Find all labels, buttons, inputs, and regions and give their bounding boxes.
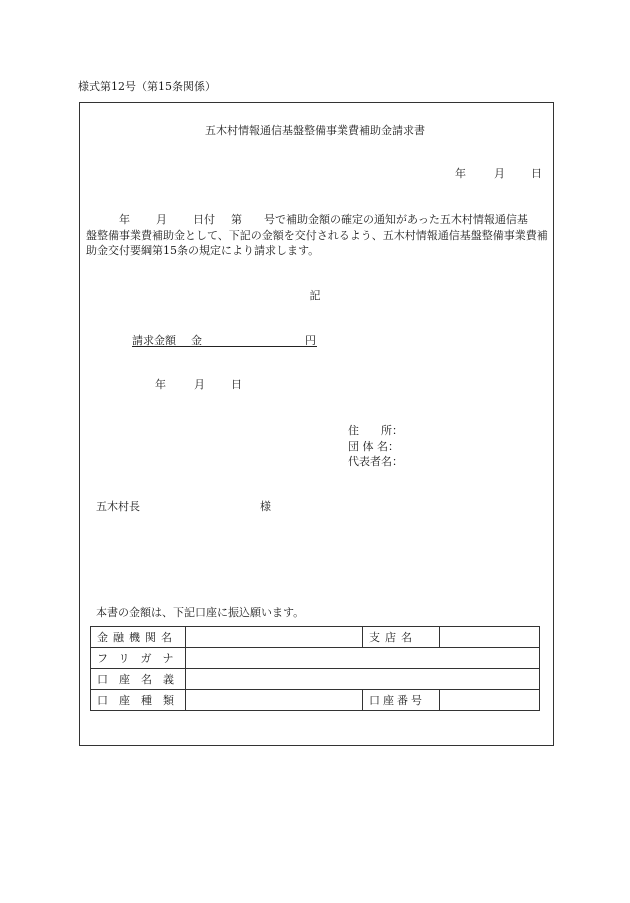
address-label: 住 所： <box>348 424 403 437</box>
bank-account-table <box>90 626 540 711</box>
account-number-label <box>363 690 440 711</box>
account-type-field[interactable] <box>186 690 363 711</box>
request-date <box>455 168 542 179</box>
notice-dai: 第 <box>231 213 242 226</box>
furigana-text: フリガナ <box>97 652 185 665</box>
furigana-label <box>91 648 186 669</box>
account-name-label <box>91 669 186 690</box>
transfer-note: 本書の金額は、下記口座に振込願います。 <box>96 606 305 619</box>
account-number-field[interactable] <box>440 690 540 711</box>
amount-kin: 金 <box>191 334 202 347</box>
account-name-field[interactable] <box>186 669 540 690</box>
group-name-label: 団 体 名： <box>348 440 399 453</box>
addressee-name: 五木村長 <box>96 500 140 513</box>
date-month: 月 <box>194 378 205 391</box>
amount-yen: 円 <box>305 334 316 347</box>
branch-field[interactable] <box>440 627 540 648</box>
notice-year: 年 <box>119 213 130 226</box>
notice-day: 日付 <box>193 213 215 226</box>
addressee-honorific: 様 <box>260 500 271 513</box>
furigana-field[interactable] <box>186 648 540 669</box>
branch-label <box>363 627 440 648</box>
notice-go: 号で補助金額の確定の通知があった五木村情報通信基 <box>264 213 528 226</box>
date-month: 月 <box>494 167 505 180</box>
body-line-1 <box>86 212 548 228</box>
body-rest: 盤整備事業費補助金として、下記の金額を交付されるよう、五木村情報通信基盤整備事業費補助金交付要綱第15条の規定により請求します。 <box>86 228 548 257</box>
bank-name-label <box>91 627 186 648</box>
bank-name-field[interactable] <box>186 627 363 648</box>
amount-field[interactable] <box>132 346 317 347</box>
date-year: 年 <box>455 167 466 180</box>
amount-label: 請求金額 <box>132 334 176 347</box>
date-day: 日 <box>231 378 242 391</box>
bank-name-text: 金融機関名 <box>97 631 177 644</box>
ki-heading: 記 <box>309 289 321 302</box>
branch-text: 支店名 <box>369 631 417 644</box>
request-body <box>86 212 548 259</box>
notice-month: 月 <box>156 213 167 226</box>
document-title: 五木村情報通信基盤整備事業費補助金請求書 <box>205 124 425 137</box>
account-type-label <box>91 690 186 711</box>
form-number: 様式第12号（第15条関係） <box>78 80 216 93</box>
signing-date <box>155 379 242 390</box>
account-number-text: 口座番号 <box>369 694 425 707</box>
representative-label: 代表者名： <box>348 455 403 468</box>
account-name-text: 口座名義 <box>97 673 185 686</box>
date-day: 日 <box>531 167 542 180</box>
date-year: 年 <box>155 378 166 391</box>
account-type-text: 口座種類 <box>97 694 185 707</box>
